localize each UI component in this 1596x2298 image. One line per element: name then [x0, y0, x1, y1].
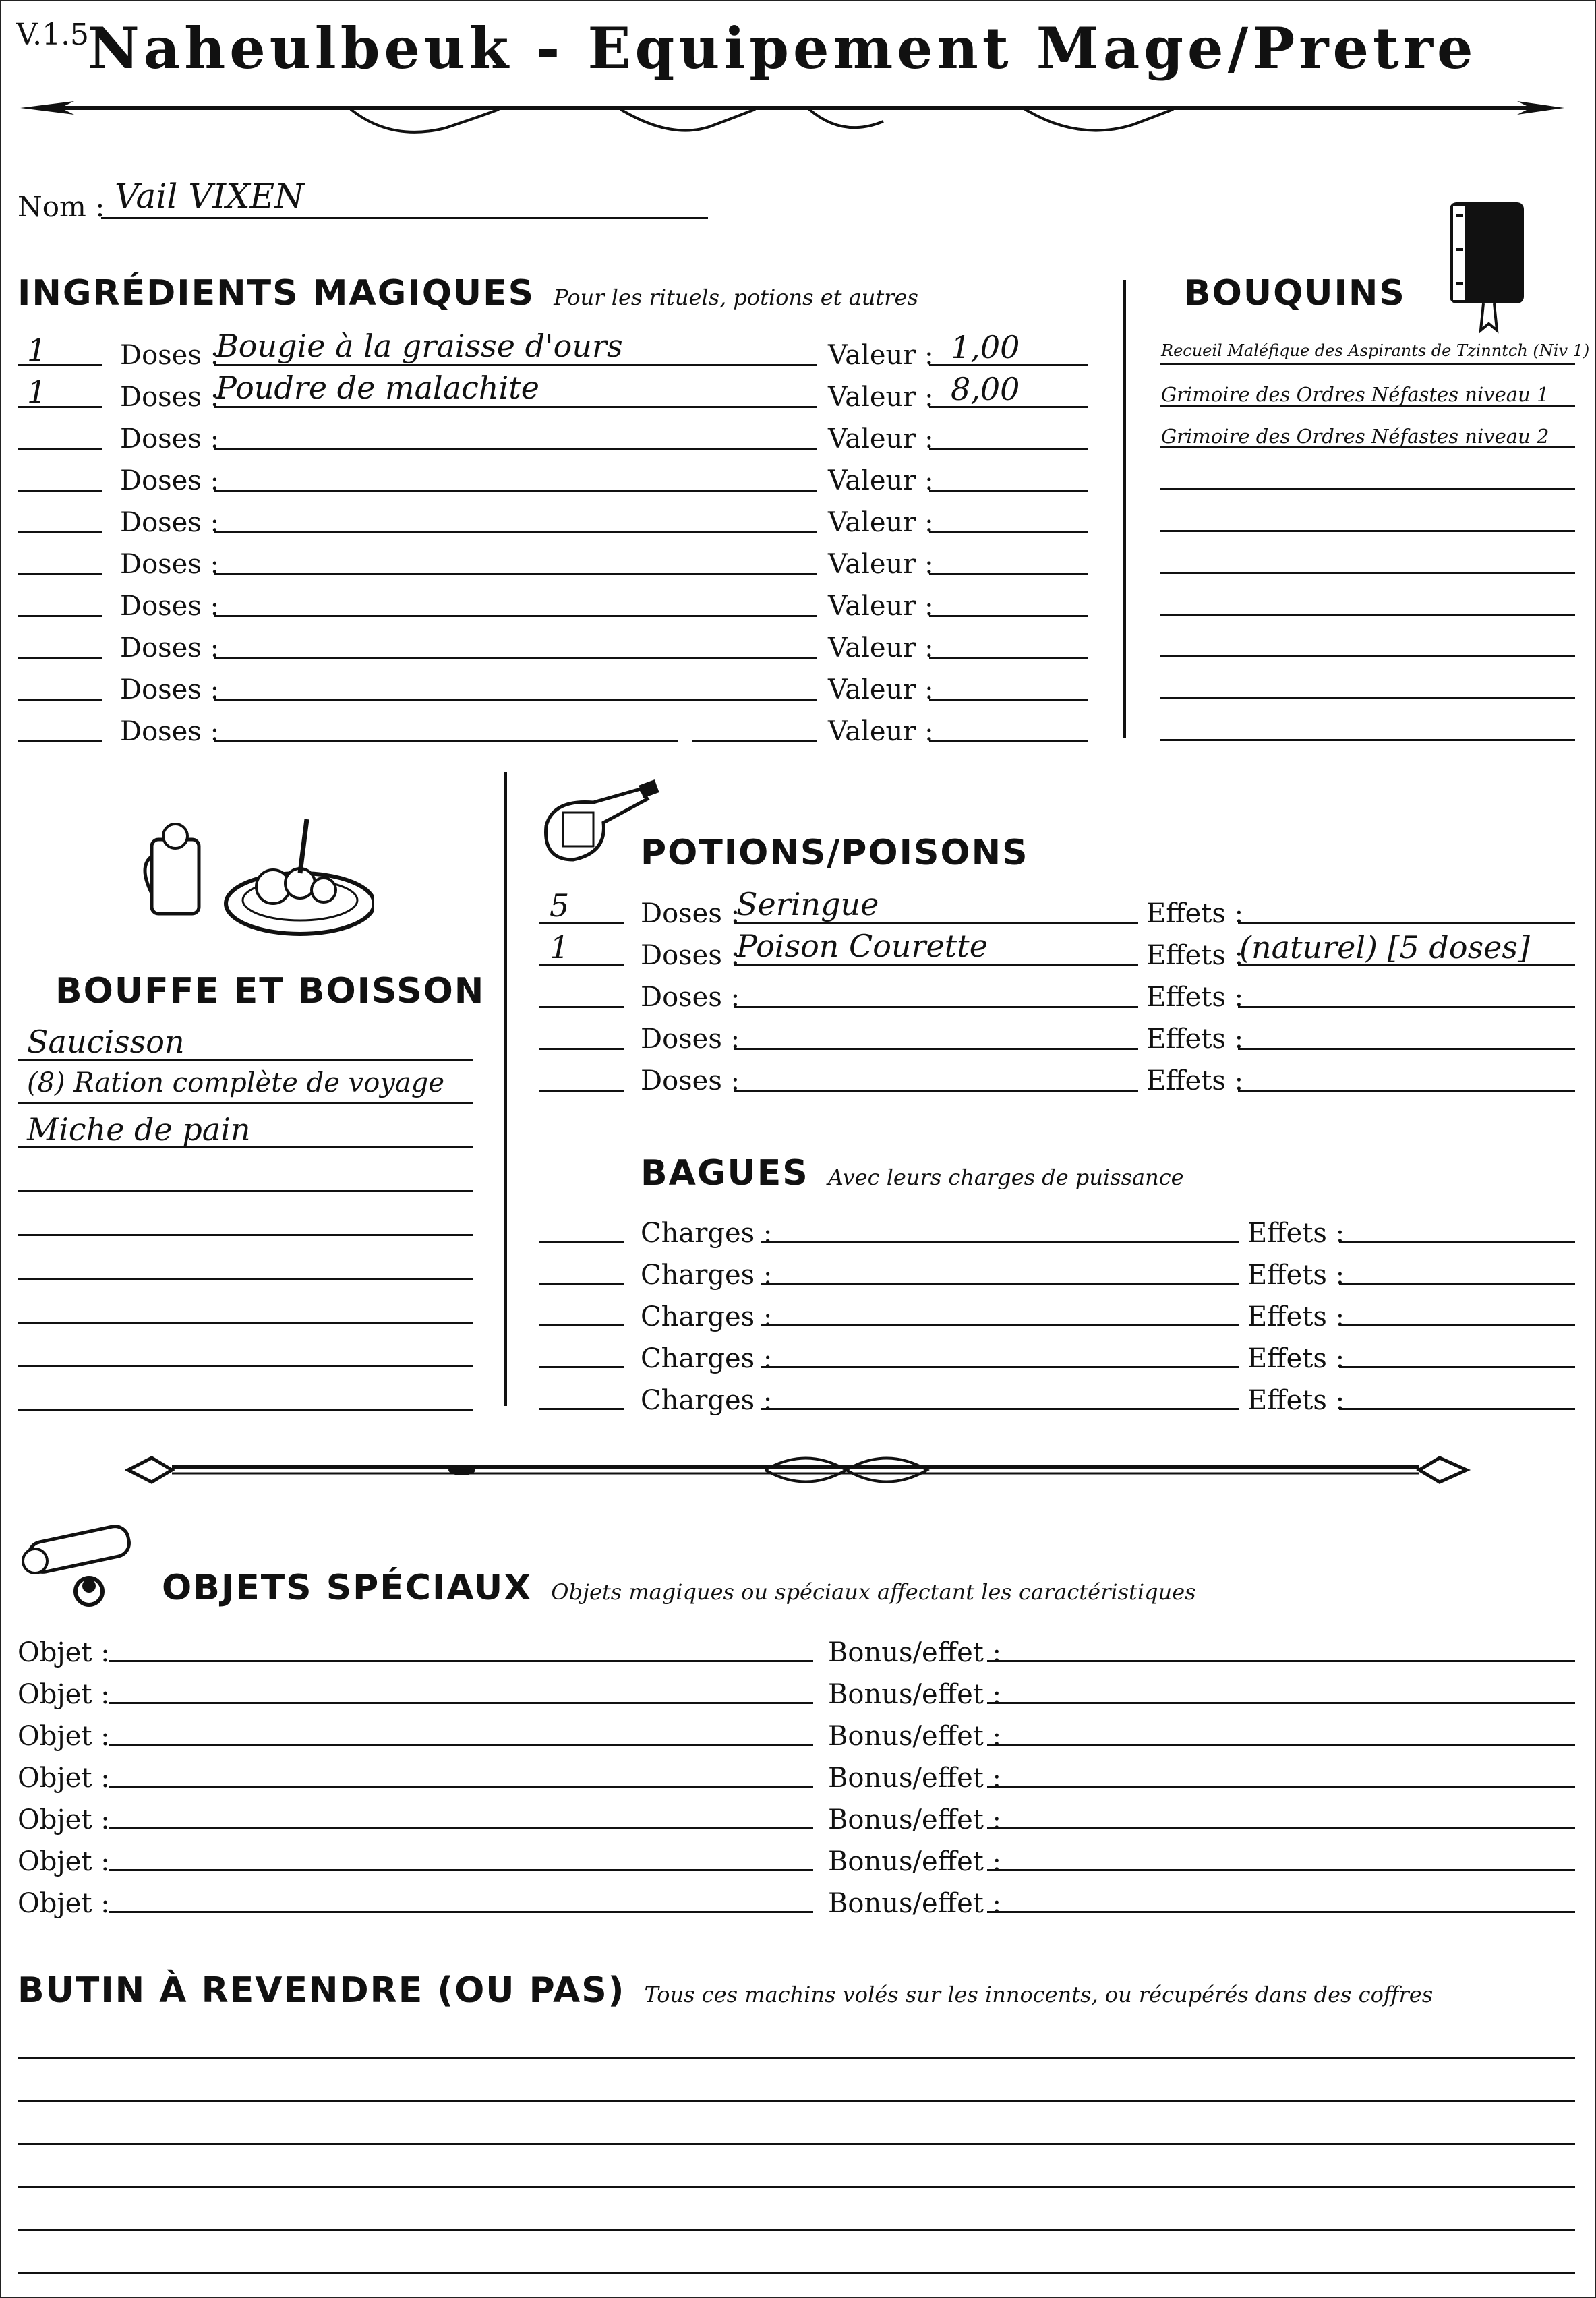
ring-effect-line[interactable] — [1339, 1283, 1575, 1285]
special-object-label: Objet : — [18, 1846, 110, 1877]
potion-name[interactable]: Seringue — [736, 886, 879, 922]
potion-effect-line — [1238, 964, 1575, 966]
ingredient-qty[interactable]: 1 — [27, 332, 47, 368]
potion-doses-label: Doses : — [641, 1024, 740, 1055]
special-bonus-label: Bonus/effet : — [828, 1763, 1002, 1794]
ring-qty-line — [539, 1283, 624, 1285]
potion-doses-label: Doses : — [641, 1065, 740, 1096]
food-entry[interactable]: (8) Ration complète de voyage — [27, 1067, 445, 1098]
ingredient-doses-label: Doses : — [120, 632, 220, 664]
ring-name-line[interactable] — [761, 1241, 1239, 1243]
special-bonus-label: Bonus/effet : — [828, 1637, 1002, 1668]
ring-name-line[interactable] — [761, 1324, 1239, 1326]
potion-qty-line — [539, 964, 624, 966]
special-bonus-label: Bonus/effet : — [828, 1888, 1002, 1919]
ring-name-line[interactable] — [761, 1408, 1239, 1410]
book-entry[interactable]: Recueil Maléfique des Aspirants de Tzinntch (Niv 1) — [1161, 341, 1590, 360]
ingredient-value[interactable]: 1,00 — [951, 329, 1020, 365]
book-icon — [1436, 196, 1537, 337]
potion-effect-line — [1238, 1006, 1575, 1008]
ingredient-value-label: Valeur : — [828, 382, 934, 413]
food-title: BOUFFE ET BOISSON — [55, 971, 485, 1011]
ingredient-name-line — [214, 531, 817, 533]
food-line — [18, 1322, 473, 1324]
potion-qty-line — [539, 1048, 624, 1050]
ingredient-value-label: Valeur : — [828, 507, 934, 538]
special-object-label: Objet : — [18, 1804, 110, 1835]
ring-qty-line — [539, 1241, 624, 1243]
ingredient-value[interactable]: 8,00 — [951, 371, 1020, 407]
special-object-label: Objet : — [18, 1888, 110, 1919]
ring-name-line[interactable] — [761, 1283, 1239, 1285]
potion-qty-line — [539, 1006, 624, 1008]
loot-subtitle: Tous ces machins volés sur les innocents, ou récupérés dans des coffres — [644, 1982, 1434, 2007]
ingredient-qty-line — [18, 740, 102, 742]
special-subtitle: Objets magiques ou spéciaux affectant les caractéristiques — [551, 1579, 1196, 1605]
ingredient-value-line — [929, 573, 1088, 575]
special-title — [162, 1568, 1196, 1608]
potion-effect-line — [1238, 922, 1575, 924]
potion-name[interactable]: Poison Courette — [736, 928, 988, 964]
ingredient-doses-label: Doses : — [120, 507, 220, 538]
ring-effect-line[interactable] — [1339, 1366, 1575, 1368]
ingredient-qty-line — [18, 657, 102, 659]
ingredient-name-line — [214, 490, 817, 492]
ingredient-value-label: Valeur : — [828, 549, 934, 580]
ingredient-value-line — [929, 406, 1088, 408]
rings-heading: BAGUES — [641, 1153, 809, 1194]
ingredient-value-label: Valeur : — [828, 465, 934, 496]
book-line — [1160, 739, 1575, 741]
ingredient-qty-line — [18, 615, 102, 617]
staff-divider — [125, 1443, 1473, 1497]
special-bonus-label: Bonus/effet : — [828, 1804, 1002, 1835]
ring-charges-label: Charges : — [641, 1301, 773, 1332]
special-bonus-line[interactable] — [987, 1911, 1575, 1913]
rings-title — [641, 1153, 1184, 1194]
food-entry[interactable]: Miche de pain — [27, 1111, 251, 1148]
book-line — [1160, 697, 1575, 699]
ingredient-name-line — [214, 448, 817, 450]
food-line — [18, 1059, 473, 1061]
ingredient-value-line — [929, 531, 1088, 533]
ingredient-name-line — [214, 573, 817, 575]
potion-effect[interactable]: (naturel) [5 doses] — [1239, 929, 1530, 966]
food-line — [18, 1409, 473, 1411]
ingredient-doses-label: Doses : — [120, 340, 220, 371]
special-bonus-line[interactable] — [987, 1869, 1575, 1871]
ring-effect-line[interactable] — [1339, 1241, 1575, 1243]
potion-name-line — [734, 1048, 1138, 1050]
ring-effects-label: Effets : — [1247, 1260, 1345, 1291]
potion-qty[interactable]: 1 — [550, 929, 570, 966]
special-object-label: Objet : — [18, 1721, 110, 1752]
potion-effects-label: Effets : — [1146, 898, 1244, 929]
special-bonus-line[interactable] — [987, 1827, 1575, 1829]
potion-qty-line — [539, 922, 624, 924]
ingredient-qty-line — [18, 531, 102, 533]
food-potions-divider — [504, 772, 507, 1406]
potion-effects-label: Effets : — [1146, 982, 1244, 1013]
ring-charges-label: Charges : — [641, 1260, 773, 1291]
ingredient-qty[interactable]: 1 — [27, 374, 47, 410]
loot-line[interactable] — [18, 2143, 1575, 2145]
ingredient-value-line — [929, 448, 1088, 450]
loot-heading: BUTIN À REVENDRE (OU PAS) — [18, 1970, 626, 2011]
food-line — [18, 1190, 473, 1192]
ingredient-qty-line — [18, 364, 102, 366]
ring-effects-label: Effets : — [1247, 1218, 1345, 1249]
food-line — [18, 1365, 473, 1367]
ingredient-name-line — [214, 657, 817, 659]
ingredient-name-line — [214, 740, 678, 742]
book-line — [1160, 530, 1575, 532]
potion-effects-label: Effets : — [1146, 1024, 1244, 1055]
book-entry[interactable]: Grimoire des Ordres Néfastes niveau 1 — [1161, 383, 1549, 406]
ring-qty-line — [539, 1324, 624, 1326]
special-object-line[interactable] — [109, 1869, 813, 1871]
ingredient-value-line — [929, 740, 1088, 742]
ingredient-qty-line — [18, 490, 102, 492]
ring-name-line[interactable] — [761, 1366, 1239, 1368]
ingredient-value-line — [929, 615, 1088, 617]
ingredient-value-label: Valeur : — [828, 591, 934, 622]
ring-effects-label: Effets : — [1247, 1343, 1345, 1374]
special-bonus-label: Bonus/effet : — [828, 1721, 1002, 1752]
ingredient-qty-line — [18, 406, 102, 408]
loot-title — [18, 1970, 1433, 2011]
special-object-line[interactable] — [109, 1744, 813, 1746]
loot-line[interactable] — [18, 2272, 1575, 2274]
ingredient-value-line — [929, 490, 1088, 492]
potion-doses-label: Doses : — [641, 982, 740, 1013]
potion-name-line — [734, 1006, 1138, 1008]
special-object-line[interactable] — [109, 1911, 813, 1913]
special-heading: OBJETS SPÉCIAUX — [162, 1568, 533, 1608]
potion-effect-line — [1238, 1090, 1575, 1092]
special-object-label: Objet : — [18, 1637, 110, 1668]
ingredient-value-label: Valeur : — [828, 716, 934, 747]
ingredient-qty-line — [18, 699, 102, 701]
ingredient-doses-label: Doses : — [120, 465, 220, 496]
book-line — [1160, 363, 1575, 365]
ingredient-name-line — [214, 364, 817, 366]
ingredient-name-line — [214, 406, 817, 408]
potion-name-line — [734, 922, 1138, 924]
ingredient-doses-label: Doses : — [120, 674, 220, 705]
ring-charges-label: Charges : — [641, 1343, 773, 1374]
special-object-line[interactable] — [109, 1827, 813, 1829]
book-line — [1160, 405, 1575, 407]
food-line — [18, 1102, 473, 1104]
book-line — [1160, 655, 1575, 657]
special-bonus-line[interactable] — [987, 1744, 1575, 1746]
special-bonus-label: Bonus/effet : — [828, 1679, 1002, 1710]
ingredient-value-line — [929, 657, 1088, 659]
ingredient-value-label: Valeur : — [828, 340, 934, 371]
ingredient-value-line — [929, 699, 1088, 701]
food-line — [18, 1146, 473, 1148]
spear-divider — [13, 88, 1578, 148]
loot-line[interactable] — [18, 2100, 1575, 2102]
name-label: Nom : — [18, 190, 105, 223]
ring-charges-label: Charges : — [641, 1218, 773, 1249]
ingredient-qty-line — [18, 448, 102, 450]
ingredient-doses-label: Doses : — [120, 716, 220, 747]
ingredient-name-line — [214, 615, 817, 617]
potion-effect-line — [1238, 1048, 1575, 1050]
name-line — [101, 217, 708, 219]
ingredients-heading: INGRÉDIENTS MAGIQUES — [18, 273, 535, 314]
potions-title: POTIONS/POISONS — [641, 833, 1029, 873]
book-line — [1160, 614, 1575, 616]
ingredient-value-label: Valeur : — [828, 632, 934, 664]
ingredient-value-label: Valeur : — [828, 423, 934, 454]
potion-doses-label: Doses : — [641, 940, 740, 971]
rings-subtitle: Avec leurs charges de puissance — [827, 1165, 1184, 1190]
special-bonus-line[interactable] — [987, 1660, 1575, 1662]
potion-qty-line — [539, 1090, 624, 1092]
potion-doses-label: Doses : — [641, 898, 740, 929]
special-bonus-line[interactable] — [987, 1702, 1575, 1704]
food-entry[interactable]: Saucisson — [27, 1024, 185, 1060]
special-object-line[interactable] — [109, 1786, 813, 1788]
ring-effects-label: Effets : — [1247, 1385, 1345, 1416]
potion-name-line — [734, 1090, 1138, 1092]
ring-effect-line[interactable] — [1339, 1324, 1575, 1326]
book-line — [1160, 446, 1575, 448]
ingredient-name[interactable]: Poudre de malachite — [216, 370, 539, 406]
ingredient-name[interactable]: Bougie à la graisse d'ours — [216, 328, 623, 364]
ingredients-subtitle: Pour les rituels, potions et autres — [554, 285, 918, 310]
special-object-label: Objet : — [18, 1763, 110, 1794]
food-plate-icon — [138, 806, 374, 941]
version-label: V.1.5 — [16, 18, 90, 52]
special-bonus-line[interactable] — [987, 1786, 1575, 1788]
loot-line[interactable] — [18, 2057, 1575, 2059]
potion-name-line — [734, 964, 1138, 966]
potion-effects-label: Effets : — [1146, 1065, 1244, 1096]
ring-qty-line — [539, 1408, 624, 1410]
loot-line[interactable] — [18, 2186, 1575, 2188]
name-value[interactable]: Vail VIXEN — [115, 177, 304, 216]
ingredient-name-line — [214, 699, 817, 701]
special-object-label: Objet : — [18, 1679, 110, 1710]
book-entry[interactable]: Grimoire des Ordres Néfastes niveau 2 — [1161, 425, 1549, 448]
scroll-ring-icon — [15, 1510, 150, 1618]
food-line — [18, 1234, 473, 1236]
ring-qty-line — [539, 1366, 624, 1368]
ingredients-books-divider — [1123, 280, 1126, 738]
ingredient-value-line — [929, 364, 1088, 366]
special-object-line[interactable] — [109, 1702, 813, 1704]
ingredients-title — [18, 273, 918, 314]
sheet-title: Naheulbeuk - Equipement Mage/Pretre — [88, 15, 1477, 82]
ingredient-doses-label: Doses : — [120, 382, 220, 413]
special-bonus-label: Bonus/effet : — [828, 1846, 1002, 1877]
book-line — [1160, 488, 1575, 490]
ingredient-doses-label: Doses : — [120, 423, 220, 454]
special-object-line[interactable] — [109, 1660, 813, 1662]
ingredient-name-line-extra — [692, 740, 817, 742]
ring-charges-label: Charges : — [641, 1385, 773, 1416]
ingredient-value-label: Valeur : — [828, 674, 934, 705]
books-title: BOUQUINS — [1184, 273, 1406, 314]
potion-qty[interactable]: 5 — [550, 887, 570, 924]
food-line — [18, 1278, 473, 1280]
book-line — [1160, 572, 1575, 574]
ring-effects-label: Effets : — [1247, 1301, 1345, 1332]
ring-effect-line[interactable] — [1339, 1408, 1575, 1410]
potion-effects-label: Effets : — [1146, 940, 1244, 971]
ingredient-doses-label: Doses : — [120, 591, 220, 622]
ingredient-qty-line — [18, 573, 102, 575]
ingredient-doses-label: Doses : — [120, 549, 220, 580]
loot-line[interactable] — [18, 2229, 1575, 2231]
